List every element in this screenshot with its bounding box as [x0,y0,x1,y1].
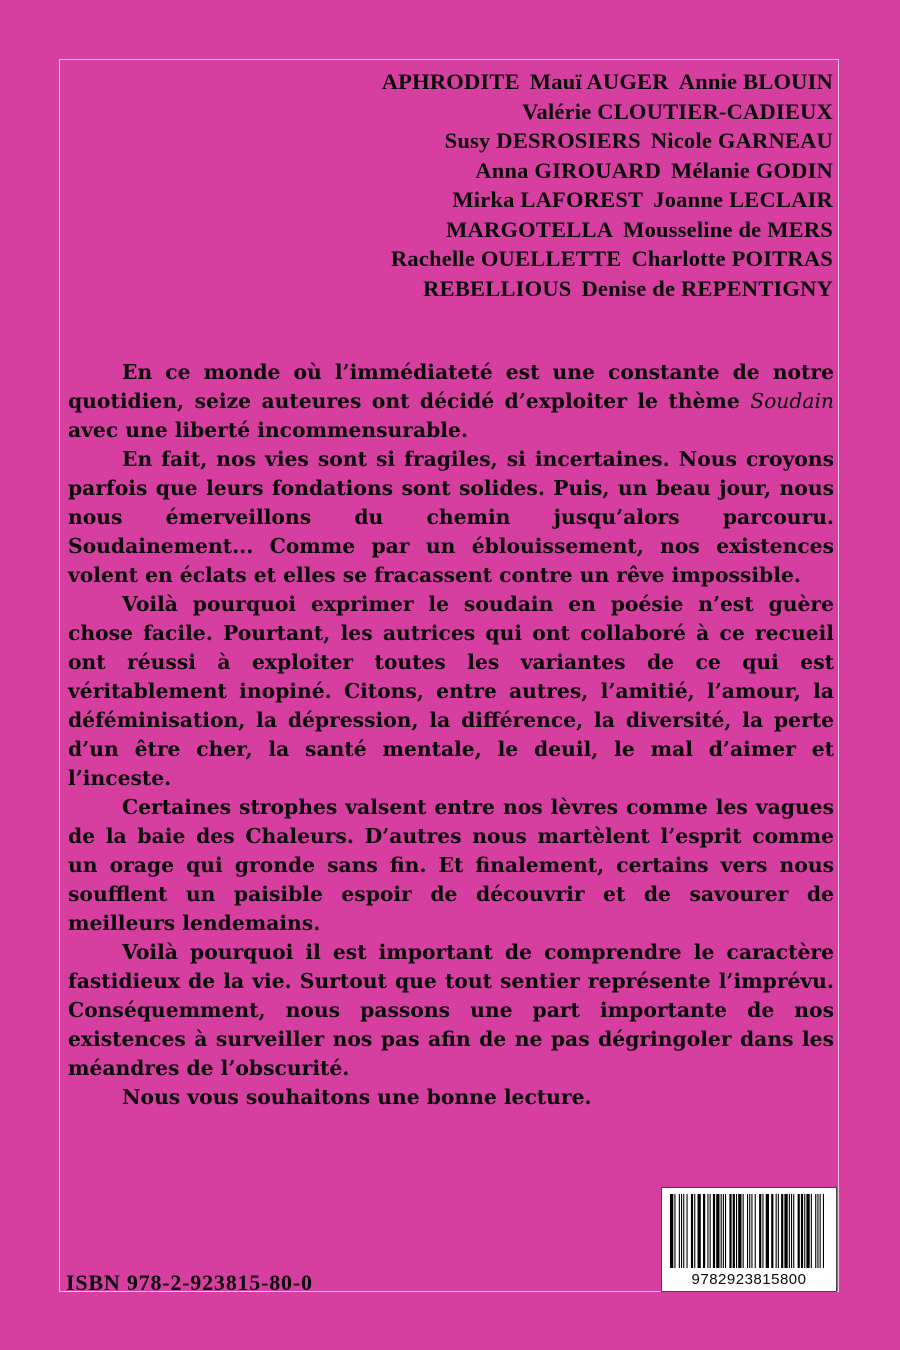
paragraph-5: Voilà pourquoi il est important de comprendre le caractère fastidieux de la vie. Surtout que tout sentier représente l’imprévu. Conséquemment, nous passons une part importante de nos existences à surveiller nos pas afin de ne pas dégringoler dans les méandres de l’obscurité. [68,940,834,1080]
author-name: Mousseline de MERS [623,216,833,242]
author-line [133,67,833,97]
barcode-number: 9782923815800 [691,1271,807,1288]
author-name: Susy DESROSIERS [444,128,641,153]
author-line [133,126,833,156]
author-name: REBELLIOUS [423,275,572,301]
author-line [133,97,833,127]
paragraph-1-start: En ce monde où l’immédiateté est une constante de notre quotidien, seize auteures ont décidé d’exploiter le thème [68,360,834,413]
paragraph-1 [68,358,834,445]
author-name: Rachelle OUELLETTE [390,246,622,271]
author-name: Valérie CLOUTIER-CADIEUX [522,98,833,124]
paragraph-4: Certaines strophes valsent entre nos lèvres comme les vagues de la baie des Chaleurs. D’autres nous martèlent l’esprit comme un orage qui gronde sans fin. Et finalement, certains vers nous soufflent un paisible espoir de découvrir et de savourer de meilleurs lendemains. [68,795,834,935]
paragraph-6: Nous vous souhaitons une bonne lecture. [122,1085,592,1109]
barcode [661,1187,837,1292]
author-line [133,274,833,304]
author-line [133,156,833,186]
paragraph-2: En fait, nos vies sont si fragiles, si incertaines. Nous croyons parfois que leurs fondations sont solides. Puis, un beau jour, nous nous émerveillons du chemin jusqu’alors parcouru. Soudainement... Comme par un éblouissement, nos existences volent en éclats et elles se fracassent contre un rêve impossible. [68,447,834,587]
author-name: Nicole GARNEAU [650,128,833,153]
author-name: MARGOTELLA [446,216,614,242]
back-cover-text [68,358,834,1112]
author-name: Annie BLOUIN [678,69,833,94]
author-name: Mirka LAFOREST [452,187,644,212]
author-name: Denise de REPENTIGNY [581,275,833,301]
theme-title: Soudain [750,389,834,413]
author-line [133,215,833,245]
author-name: Charlotte POITRAS [631,246,833,271]
paragraph-1-end: avec une liberté incommensurable. [68,418,468,442]
isbn-label: ISBN 978-2-923815-80-0 [66,1270,313,1295]
author-name: Joanne LECLAIR [653,187,833,212]
author-name: APHRODITE [381,69,520,94]
paragraph-3: Voilà pourquoi exprimer le soudain en poésie n’est guère chose facile. Pourtant, les autrices qui ont collaboré à ce recueil ont réussi à exploiter toutes les variantes de ce qui est véritablement inopiné. Citons, entre autres, l’amitié, l’amour, la déféminisation, la dépression, la différence, la diversité, la perte d’un être cher, la santé mentale, le deuil, le mal d’aimer et l’inceste. [68,592,834,790]
author-name: Anna GIROUARD [475,157,662,183]
author-name: Mauï AUGER [529,69,669,94]
author-line [133,244,833,274]
author-line [133,185,833,215]
barcode-bars [670,1194,828,1268]
author-list [133,67,833,303]
author-name: Mélanie GODIN [671,157,833,183]
